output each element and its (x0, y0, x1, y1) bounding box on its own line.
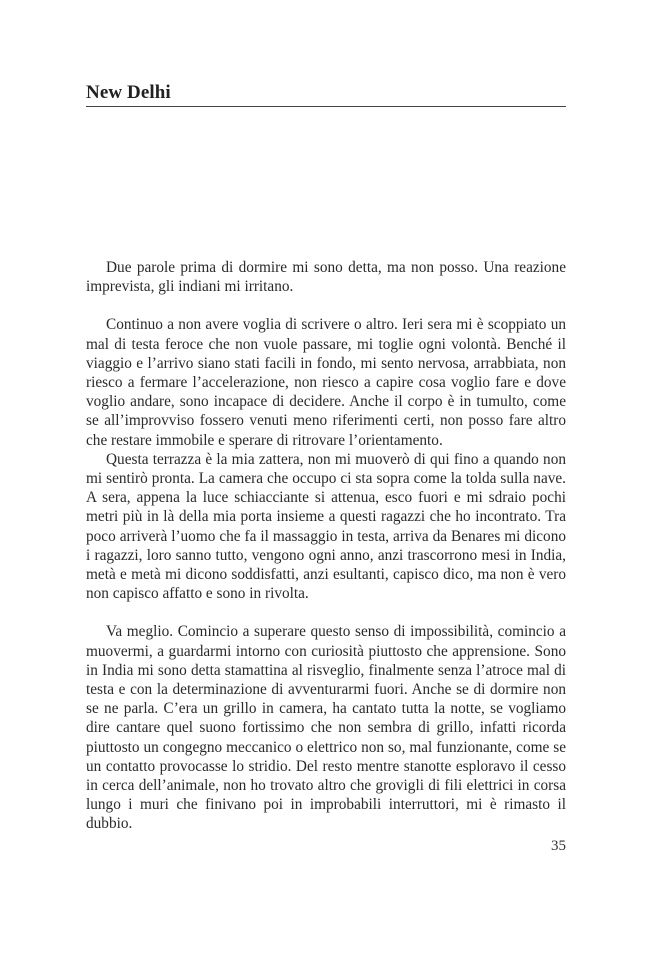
header-rule (86, 106, 566, 107)
page-number: 35 (551, 838, 566, 854)
running-head-title: New Delhi (86, 82, 171, 103)
paragraph: Continuo a non avere voglia di scrivere o altro. Ieri sera mi è scoppiato un mal di testa feroce che non vuole passare, mi toglie ogni volontà. Benché il viaggio e l’arrivo siano stati facili in fondo, mi sento nervosa, arrabbiata, non riesco a fermare l’accelerazione, non riesco a capire cosa voglio fare e dove voglio andare, sono incapace di decidere. Anche il corpo è in tumulto, come se all’improvviso fossero venuti meno riferimenti certi, non posso fare altro che restare immobile e sperare di ritrovare l’orientamento. (86, 316, 566, 449)
paragraph: Va meglio. Comincio a superare questo senso di impossibilità, comincio a muovermi, a guardarmi intorno con curiosità piuttosto che apprensione. Sono in India mi sono detta stamattina al risveglio, finalmente senza l’atroce mal di testa e con la determinazione di avventurarmi fuori. Anche se di dormire non se ne parla. C’era un grillo in camera, ha cantato tutta la notte, se vogliamo dire cantare quel suono fortissimo che non sembra di grillo, infatti ricorda piuttosto un congegno meccanico o elettrico non so, mal funzionante, come se un contatto provocasse lo stridio. Del resto mentre stanotte esploravo il cesso in cerca dell’animale, non ho trovato altro che grovigli di fili elettrici in corsa lungo i muri che finivano poi in improbabili interruttori, mi è rimasto il dubbio. (86, 623, 566, 833)
body-text (86, 258, 566, 834)
paragraph: Questa terrazza è la mia zattera, non mi muoverò di qui fino a quando non mi sentirò pronta. La camera che occupo ci sta sopra come la tolda sulla nave. A sera, appena la luce schiacciante si attenua, esco fuori e mi sdraio pochi metri più in là della mia porta insieme a questi ragazzi che ho incontrato. Tra poco arriverà l’uomo che fa il massaggio in testa, arriva da Benares mi dicono i ragazzi, loro sanno tutto, vengono ogni anno, anzi trascorrono mesi in India, metà e metà mi dicono soddisfatti, anzi esultanti, capisco dico, ma non è vero non capisco affatto e sono in rivolta. (86, 450, 566, 603)
book-page (86, 0, 566, 970)
paragraph: Due parole prima di dormire mi sono detta, ma non posso. Una reazione imprevista, gli indiani mi irritano. (86, 259, 566, 296)
